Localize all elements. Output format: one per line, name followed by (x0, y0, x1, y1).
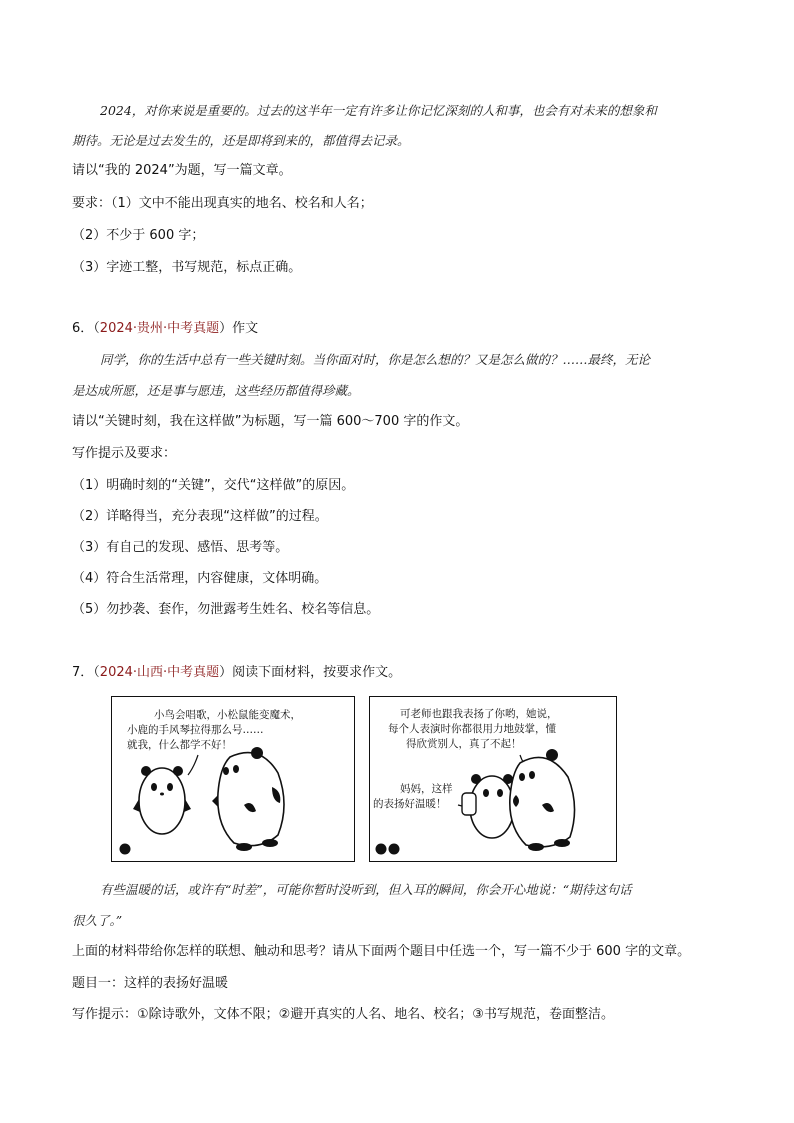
comic-panel-left (111, 696, 355, 862)
q7-heading (72, 665, 401, 681)
comic-left-illustration (112, 697, 354, 861)
q7-material-line-2: 很久了。” (72, 913, 123, 928)
comic-right-speech-line-3: 得欣赏别人，真了不起！ (406, 738, 522, 750)
comic-left-speech-line-2: 小鹿的手风琴拉得那么号…… (127, 724, 264, 736)
q7-number: 7． (72, 665, 94, 680)
q5-requirement-2: （2）不少于 600 字； (72, 228, 205, 243)
panel-marker-dot-1 (376, 844, 387, 855)
q6-material-line-2: 是达成所愿，还是事与愿违，这些经历都值得珍藏。 (72, 383, 360, 398)
q6-open-paren: （ (93, 321, 100, 336)
q7-hint: 写作提示：①除诗歌外，文体不限；②避开真实的人名、地名、校名；③书写规范，卷面整洁。 (72, 1007, 614, 1022)
comic-left-speech-line-3: 就我，什么都学不好！ (127, 739, 232, 751)
comic-right-speech-line-5: 的表扬好温暖！ (373, 798, 447, 810)
q7-heading-rest: ）阅读下面材料，按要求作文。 (219, 665, 402, 680)
q6-prompt: 请以“关键时刻，我在这样做”为标题，写一篇 600～700 字的作文。 (72, 414, 469, 429)
q6-number: 6． (72, 321, 94, 336)
q6-tip-1: （1）明确时刻的“关键”，交代“这样做”的原因。 (72, 478, 355, 493)
q5-material-line-2: 期待。无论是过去发生的，还是即将到来的，都值得去记录。 (72, 133, 410, 148)
q7-material-line-1: 有些温暖的话，或许有“时差”，可能你暂时没听到，但入耳的瞬间，你会开心地说：“期待这句话 (100, 882, 632, 897)
q5-prompt: 请以“我的 2024”为题，写一篇文章。 (72, 163, 292, 178)
q6-material-line-1: 同学，你的生活中总有一些关键时刻。当你面对时，你是怎么想的？又是怎么做的？……最终，无论 (100, 352, 651, 367)
q7-title-option: 题目一：这样的表扬好温暖 (72, 976, 229, 991)
comic-right-speech-line-4: 妈妈，这样 (400, 783, 453, 795)
q5-requirement-1: 要求：（1）文中不能出现真实的地名、校名和人名； (72, 196, 373, 211)
q7-source-tag: 2024·山西·中考真题 (99, 665, 220, 680)
small-panda-figure (462, 774, 516, 838)
small-panda-figure (133, 766, 191, 834)
q6-tip-4: （4）符合生活常理，内容健康，文体明确。 (72, 571, 328, 586)
panel-marker-dot (120, 844, 131, 855)
panel-marker-dot-2 (389, 844, 400, 855)
comic-right-illustration (370, 697, 616, 861)
big-panda-figure (212, 747, 284, 851)
comic-panel-right (369, 696, 617, 862)
q7-open-paren: （ (93, 665, 100, 680)
q6-tip-5: （5）勿抄袭、套作，勿泄露考生姓名、校名等信息。 (72, 602, 380, 617)
comic-left-speech-line-1: 小鸟会唱歌，小松鼠能变魔术， (154, 709, 301, 721)
q6-heading (72, 321, 258, 337)
backpack-icon (462, 793, 476, 815)
q6-heading-rest: ）作文 (219, 321, 259, 336)
q7-prompt: 上面的材料带给你怎样的联想、触动和思考？请从下面两个题目中任选一个，写一篇不少于 600 字的文章。 (72, 944, 691, 959)
q6-tip-2: （2）详略得当，充分表现“这样做”的过程。 (72, 509, 328, 524)
q6-source-tag: 2024·贵州·中考真题 (99, 321, 220, 336)
q5-material-line-1: 2024，对你来说是重要的。过去的这半年一定有许多让你记忆深刻的人和事，也会有对未来的想象和 (100, 103, 657, 118)
comic-right-speech-line-1: 可老师也跟我表扬了你哟，她说， (400, 708, 558, 720)
q6-tips-title: 写作提示及要求： (72, 446, 177, 461)
big-panda-figure (510, 749, 575, 851)
comic-right-speech-line-2: 每个人表演时你都很用力地鼓掌，懂 (388, 723, 556, 735)
q5-requirement-3: （3）字迹工整，书写规范，标点正确。 (72, 260, 302, 275)
q6-tip-3: （3）有自己的发现、感悟、思考等。 (72, 540, 289, 555)
